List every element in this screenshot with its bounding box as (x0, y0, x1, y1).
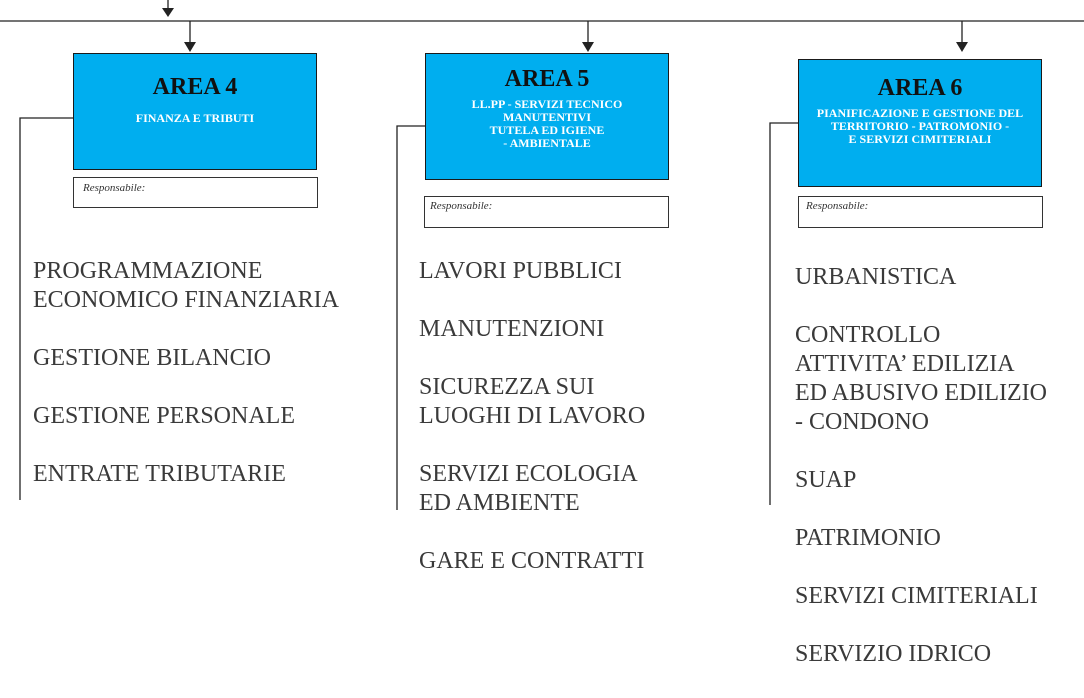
area-4-box (73, 53, 317, 170)
area-6-subtitle-line: TERRITORIO - PATROMONIO - (830, 119, 1010, 133)
area-6-responsabile-label: Responsabile: (806, 200, 869, 212)
area-5-subtitle-line: LL.PP - SERVIZI TECNICO (471, 97, 623, 111)
list-item: URBANISTICA (795, 264, 957, 290)
list-item: GARE E CONTRATTI (419, 548, 645, 574)
area-5-subtitle-line: - AMBIENTALE (503, 136, 591, 150)
area-4-responsabile-field (73, 177, 318, 208)
area-5-subtitle-line: TUTELA ED IGIENE (489, 123, 605, 137)
area-6-subtitle-line: PIANIFICAZIONE E GESTIONE DEL (816, 106, 1024, 120)
list-item: PATRIMONIO (795, 525, 941, 551)
list-item: PROGRAMMAZIONE ECONOMICO FINANZIARIA (33, 258, 339, 313)
list-item: LAVORI PUBBLICI (419, 258, 622, 284)
area-5-function-list (419, 257, 645, 605)
area-4-title: AREA 4 (152, 74, 238, 100)
list-item: MANUTENZIONI (419, 316, 605, 342)
area-6-title: AREA 6 (877, 75, 963, 101)
list-item: SERVIZI ECOLOGIA ED AMBIENTE (419, 461, 638, 516)
area-4-responsabile-label: Responsabile: (83, 182, 146, 194)
area-6-function-list (795, 263, 1047, 698)
area-5-title: AREA 5 (504, 66, 590, 92)
area-5-responsabile-field (424, 196, 669, 228)
list-item: GESTIONE PERSONALE (33, 403, 295, 429)
list-item: SERVIZI CIMITERIALI (795, 583, 1038, 609)
area-4-subtitle: FINANZA E TRIBUTI (135, 111, 255, 125)
list-item: ENTRATE TRIBUTARIE (33, 461, 286, 487)
area-4-function-list (33, 257, 339, 518)
list-item: SERVIZIO IDRICO (795, 641, 992, 667)
area-5-box (425, 53, 669, 180)
area-6-subtitle-line: E SERVIZI CIMITERIALI (848, 132, 992, 146)
list-item: GESTIONE BILANCIO (33, 345, 271, 371)
list-item: CONTROLLO ATTIVITA’ EDILIZIA ED ABUSIVO EDILIZIO - CONDONO (795, 322, 1047, 435)
list-item: SUAP (795, 467, 857, 493)
area-5-subtitle-line: MANUTENTIVI (502, 110, 591, 124)
area-6-responsabile-field (798, 196, 1043, 228)
area-5-responsabile-label: Responsabile: (430, 200, 493, 212)
list-item: SICUREZZA SUI LUOGHI DI LAVORO (419, 374, 646, 429)
area-6-box (798, 59, 1042, 187)
